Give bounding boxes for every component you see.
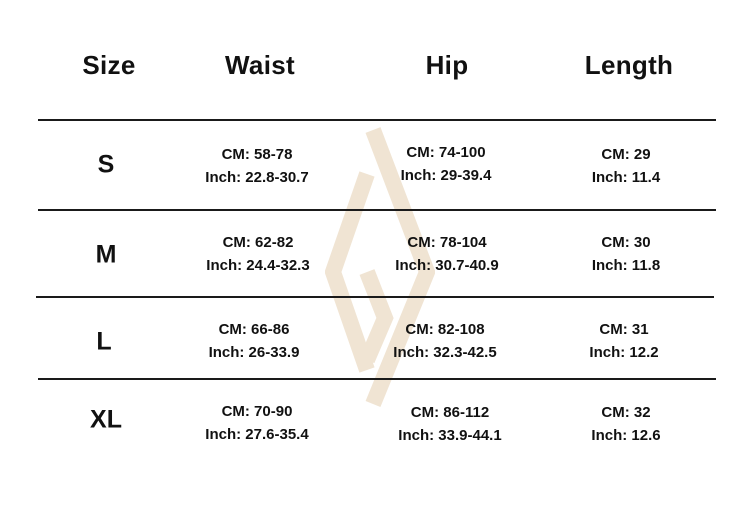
hip-inch: Inch: 32.3-42.5	[393, 344, 497, 361]
header-waist: Waist	[225, 50, 295, 80]
header-length: Length	[584, 50, 674, 80]
header-size: Size	[82, 50, 136, 80]
length-cell	[589, 318, 658, 364]
length-cell	[592, 143, 660, 189]
hip-inch: Inch: 33.9-44.1	[398, 427, 502, 444]
length-cell	[591, 401, 660, 447]
hip-cell	[401, 141, 492, 187]
waist-inch: Inch: 24.4-32.3	[206, 257, 310, 274]
hip-cm: CM: 74-100	[406, 144, 486, 161]
length-cm: CM: 31	[599, 321, 649, 338]
hip-cm: CM: 78-104	[407, 234, 487, 251]
length-cm: CM: 32	[601, 404, 651, 421]
waist-cm: CM: 58-78	[221, 146, 293, 163]
table-divider	[36, 296, 714, 298]
length-inch: Inch: 11.4	[591, 169, 661, 186]
hip-inch: Inch: 30.7-40.9	[395, 257, 499, 274]
waist-cm: CM: 70-90	[221, 403, 293, 420]
size-label: S	[97, 150, 115, 179]
length-inch: Inch: 11.8	[591, 257, 661, 274]
hip-cell	[393, 318, 496, 364]
waist-cm: CM: 62-82	[222, 234, 294, 251]
size-label: XL	[90, 405, 122, 434]
length-cm: CM: 30	[601, 234, 651, 251]
length-cm: CM: 29	[601, 146, 651, 163]
table-divider	[38, 209, 716, 211]
table-divider	[38, 119, 716, 121]
waist-inch: Inch: 26-33.9	[208, 344, 300, 361]
length-cell	[592, 231, 660, 277]
waist-cell	[205, 400, 308, 446]
table-divider	[38, 378, 716, 380]
hip-cm: CM: 86-112	[410, 404, 490, 421]
header-hip: Hip	[425, 50, 469, 80]
size-label: L	[96, 327, 112, 356]
waist-cell	[205, 143, 308, 189]
waist-inch: Inch: 27.6-35.4	[205, 426, 309, 443]
length-inch: Inch: 12.2	[589, 344, 659, 361]
length-inch: Inch: 12.6	[591, 427, 661, 444]
hip-inch: Inch: 29-39.4	[400, 167, 492, 184]
waist-cm: CM: 66-86	[218, 321, 290, 338]
size-label: M	[95, 240, 117, 269]
hip-cm: CM: 82-108	[405, 321, 485, 338]
waist-inch: Inch: 22.8-30.7	[205, 169, 309, 186]
waist-cell	[206, 231, 309, 277]
waist-cell	[209, 318, 300, 364]
hip-cell	[398, 401, 501, 447]
hip-cell	[395, 231, 498, 277]
